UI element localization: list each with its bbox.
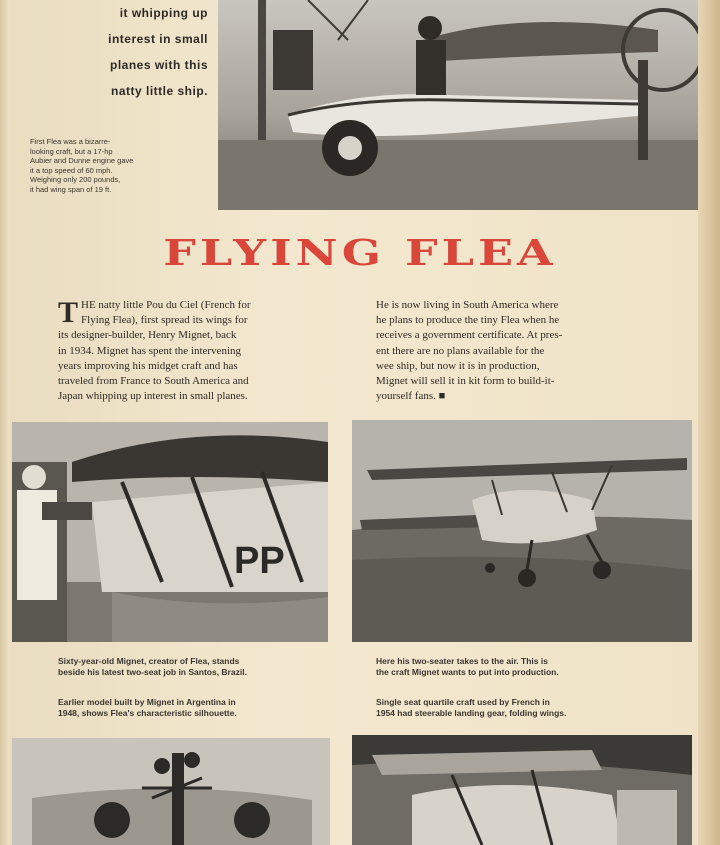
photo-flea-flight — [352, 420, 692, 642]
photo-first-flea — [218, 0, 698, 210]
article-line: years improving his midget craft and has — [58, 359, 238, 372]
article-line: He is now living in South America where — [376, 299, 559, 311]
registration-mark: PP — [234, 540, 285, 582]
photo-single-seat — [352, 735, 692, 845]
flea-ground-illustration — [218, 0, 698, 210]
caption-line: First Flea was a bizarre- — [30, 137, 111, 146]
caption-line: 1948, shows Flea's characteristic silhouette. — [58, 708, 237, 718]
earlier-model-illustration — [12, 738, 330, 845]
caption-earlier-model — [58, 697, 333, 719]
intro-line: it whipping up — [119, 6, 208, 20]
single-seat-illustration — [352, 735, 692, 845]
article-line: Japan whipping up interest in small planes. — [58, 390, 248, 403]
article-line: receives a government certificate. At pres- — [376, 329, 563, 342]
caption-line: Single seat quartile craft used by French in — [376, 697, 550, 707]
intro-line: interest in small — [108, 32, 208, 46]
article-column-2 — [376, 298, 668, 404]
article-line: HE natty little Pou du Ciel (French for — [81, 299, 251, 311]
article-title: FLYING FLEA — [163, 231, 557, 274]
flea-flight-illustration — [352, 420, 692, 642]
page-left-edge — [0, 0, 10, 845]
caption-mignet — [58, 656, 333, 678]
caption-line: it had wing span of 19 ft. — [30, 184, 112, 194]
caption-single-seat — [376, 697, 676, 719]
caption-line: the craft Mignet wants to put into production. — [376, 667, 559, 677]
article-line: ent there are no plans available for the — [376, 344, 545, 357]
caption-line: looking craft, but a 17-hp — [30, 146, 113, 156]
caption-line: Here his two-seater takes to the air. This is — [376, 656, 548, 666]
intro-line: natty little ship. — [110, 84, 208, 98]
article-line: wee ship, but now it is in production, — [376, 359, 540, 372]
article-line: he plans to produce the tiny Flea when he — [376, 314, 560, 327]
caption-line: Weighing only 200 pounds, — [30, 175, 121, 184]
caption-line: Aubier and Dunne engine gave — [30, 156, 134, 165]
article-line: in 1934. Mignet has spent the intervening — [58, 344, 241, 357]
article-line: its designer-builder, Henry Mignet, back — [58, 329, 237, 342]
caption-line: 1954 had steerable landing gear, folding wings. — [376, 708, 567, 718]
mignet-plane-illustration — [12, 422, 328, 642]
article-line: yourself fans. ■ — [376, 390, 446, 403]
caption-first-flea — [30, 137, 212, 194]
article-line: Flying Flea), first spread its wings for — [81, 314, 248, 327]
caption-line: beside his latest two-seat job in Santos, Brazil. — [58, 667, 247, 677]
caption-line: Earlier model built by Mignet in Argentina in — [58, 697, 236, 707]
photo-mignet-plane — [12, 422, 328, 642]
page-right-edge — [698, 0, 720, 845]
article-line: Mignet will sell it in kit form to build-it- — [376, 375, 555, 388]
intro-line: planes with this — [109, 58, 208, 72]
intro-text — [48, 0, 208, 104]
article-line: traveled from France to South America and — [58, 375, 249, 388]
caption-two-seater — [376, 656, 676, 678]
article-column-1 — [58, 298, 348, 404]
drop-cap: T — [58, 296, 79, 329]
caption-line: it a top speed of 60 mph. — [30, 165, 113, 175]
caption-line: Sixty-year-old Mignet, creator of Flea, stands — [58, 656, 240, 666]
photo-earlier-model — [12, 738, 330, 845]
